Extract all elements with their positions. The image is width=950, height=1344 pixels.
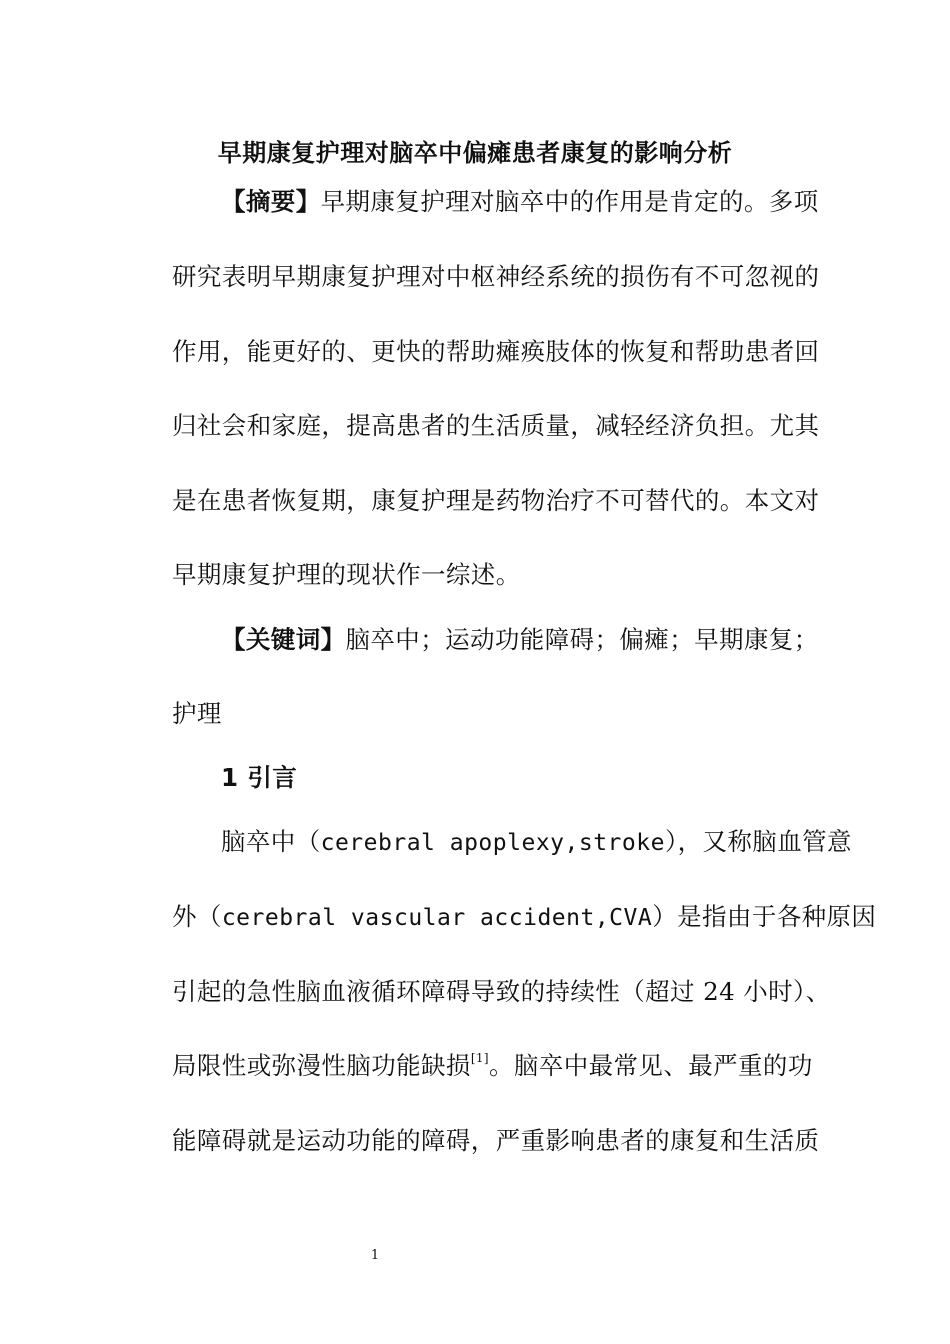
keywords-line: 护理 (172, 699, 222, 728)
keywords-text: 脑卒中；运动功能障碍；偏瘫；早期康复； (345, 625, 819, 654)
document-title: 早期康复护理对脑卒中偏瘫患者康复的影响分析 (217, 139, 733, 167)
keywords-label: 【关键词】 (221, 625, 346, 654)
text-segment: 外（ (172, 902, 222, 931)
abstract-line: 研究表明早期康复护理对中枢神经系统的损伤有不可忽视的 (172, 262, 820, 291)
paragraph-line: 能障碍就是运动功能的障碍，严重影响患者的康复和生活质 (172, 1126, 820, 1155)
paragraph-line (172, 1048, 813, 1084)
abstract-text: 早期康复护理对脑卒中的作用是肯定的。多项 (320, 187, 819, 216)
abstract-line: 归社会和家庭，提高患者的生活质量，减轻经济负担。尤其 (172, 411, 820, 440)
text-segment: 局限性或弥漫性脑功能缺损 (172, 1051, 471, 1080)
paragraph-line (172, 899, 876, 936)
abstract-line: 是在患者恢复期，康复护理是药物治疗不可替代的。本文对 (172, 486, 820, 515)
paragraph-line (221, 824, 852, 861)
page-number: 1 (370, 1248, 380, 1263)
abstract-line: 作用，能更好的、更快的帮助瘫痪肢体的恢复和帮助患者回 (172, 337, 820, 366)
text-segment: 脑卒中（ (221, 827, 321, 856)
latin-term: cerebral vascular accident,CVA (221, 905, 653, 931)
keywords-line (221, 622, 819, 658)
abstract-label: 【摘要】 (221, 187, 321, 216)
text-segment: ）是指由于各种原因 (652, 902, 877, 931)
latin-term: cerebral apoplexy,stroke (320, 830, 665, 856)
section-heading: 1 引言 (221, 763, 298, 792)
text-segment: 。脑卒中最常见、最严重的功 (489, 1051, 813, 1080)
citation-reference[interactable]: [1] (470, 1051, 490, 1065)
abstract-line: 早期康复护理的现状作一综述。 (172, 560, 521, 589)
paragraph-line: 引起的急性脑血液循环障碍导致的持续性（超过 24 小时）、 (172, 977, 831, 1006)
abstract-line (221, 184, 819, 220)
text-segment: ），又称脑血管意 (664, 827, 852, 856)
